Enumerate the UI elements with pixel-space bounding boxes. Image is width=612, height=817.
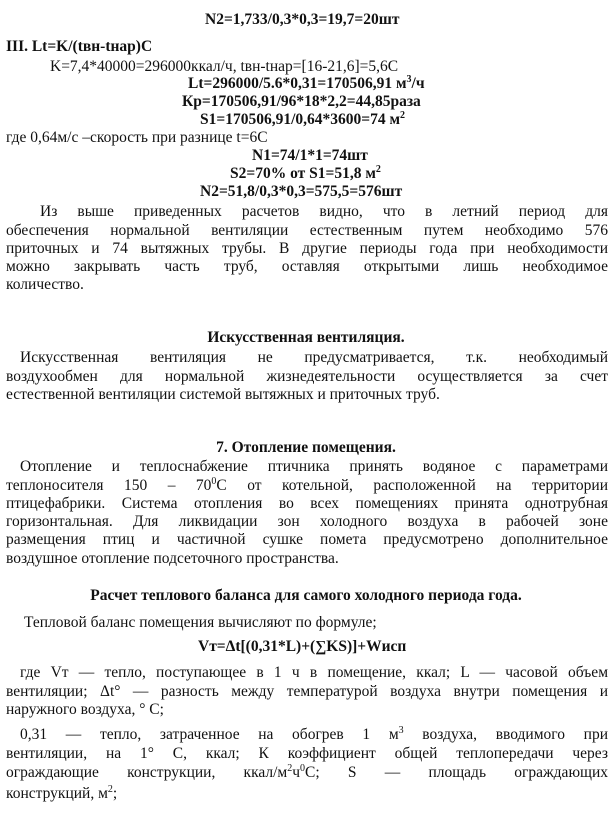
coefficient-line-4 xyxy=(6,785,117,803)
coefficient-line-4-sup: 2 xyxy=(107,784,113,795)
formula-lt-text: Lt=296000/5.6*0,31=170506,91 м xyxy=(188,75,407,92)
coefficient-line-1-a: 0,31 — тепло, затраченное на обогрев 1 м xyxy=(20,726,399,743)
formula-s2-text: S2=70% от S1=51,8 м xyxy=(230,165,376,182)
heat-balance-formula: Vт=Δt[(0,31*L)+(∑KS)]+Wисп xyxy=(198,638,407,655)
heating-line-5: размещения птиц и частичной сушке помета предусмотрено дополнительное xyxy=(6,531,608,548)
formula-kp: Кр=170506,91/96*18*2,2=44,85раза xyxy=(182,93,421,110)
artificial-ventilation-heading: Искусственная вентиляция. xyxy=(207,329,405,346)
summary-line-3: приточных и 74 вытяжных трубы. В другие периоды года при необходимости xyxy=(6,240,608,257)
coefficient-line-3-sup-2: 0 xyxy=(300,763,306,774)
formula-n2-bottom: N2=51,8/0,3*0,3=575,5=576шт xyxy=(200,183,403,200)
definition-line-1: где Vт — тепло, поступающее в 1 ч в помещение, ккал; L — часовой объем xyxy=(20,664,608,681)
heat-balance-heading: Расчет теплового баланса для самого холодного периода года. xyxy=(90,587,522,604)
heating-line-1: Отопление и теплоснабжение птичника принять водяное с параметрами xyxy=(20,458,608,475)
summary-line-1: Из выше приведенных расчетов видно, что в летний период для xyxy=(40,203,608,220)
heating-line-2-b: С от котельной, расположенной на территории xyxy=(216,477,609,494)
heating-line-4: горизонтальная. Для ликвидации зон холодного воздуха в рабочей зоне xyxy=(6,513,608,530)
heating-line-3: птицефабрики. Система отопления во всех помещениях принята однотрубная xyxy=(6,495,608,512)
coefficient-line-1-sup: 3 xyxy=(398,725,404,736)
coefficient-line-2: вентиляции, на 1° С, ккал; К коэффициент общей теплопередачи через xyxy=(6,745,608,762)
summary-line-5: количество. xyxy=(6,276,84,293)
formula-n1: N1=74/1*1=74шт xyxy=(252,147,368,164)
heating-heading: 7. Отопление помещения. xyxy=(216,439,396,456)
coefficient-line-3-a: ограждающие конструкции, ккал/м xyxy=(6,764,288,781)
formula-lt-sup: 3 xyxy=(406,74,412,85)
coefficient-line-4-a: конструкций, м xyxy=(6,785,108,802)
formula-lt-unit: /ч xyxy=(411,75,425,92)
definition-line-2: вентиляции; Δt° — разность между температурой воздуха внутри помещения и xyxy=(6,683,608,700)
formula-s2 xyxy=(230,165,381,183)
coefficient-line-3-sup-1: 2 xyxy=(287,763,293,774)
artificial-ventilation-line-2: воздухообмен для нормальной жизнедеятельности осуществляется за счет xyxy=(6,368,608,385)
coefficient-line-1 xyxy=(20,726,608,744)
formula-s1-text: S1=170506,91/0,64*3600=74 м xyxy=(200,111,401,128)
artificial-ventilation-line-3: естественной вентиляции системой вытяжных и приточных труб. xyxy=(6,386,440,403)
coefficient-line-3-c: С; S — площадь ограждающих xyxy=(305,764,608,781)
formula-s1-sup: 2 xyxy=(400,110,406,121)
summary-line-4: можно закрывать часть труб, оставляя открытыми лишь необходимое xyxy=(6,258,608,275)
formula-k-line: K=7,4*40000=296000ккал/ч, tвн-tнар=[16-21,6]=5,6C xyxy=(50,58,399,75)
coefficient-line-4-b: ; xyxy=(112,785,118,802)
formula-s1 xyxy=(200,111,405,129)
section-iii-formula: III. Lt=K/(tвн-tнар)C xyxy=(6,38,153,55)
speed-note: где 0,64м/с –скорость при разнице t=6C xyxy=(6,129,268,146)
definition-line-3: наружного воздуха, ° С; xyxy=(6,701,164,718)
coefficient-line-3-b: ч xyxy=(292,764,301,781)
coefficient-line-1-b: воздуха, вводимого при xyxy=(403,726,608,743)
coefficient-line-3 xyxy=(6,764,608,782)
artificial-ventilation-line-1: Искусственная вентиляция не предусматривается, т.к. необходимый xyxy=(20,349,608,366)
heating-line-2 xyxy=(6,477,608,495)
heating-line-2-a: теплоносителя 150 – 70 xyxy=(6,477,212,494)
formula-n2-top: N2=1,733/0,3*0,3=19,7=20шт xyxy=(205,11,400,28)
heating-line-6: воздушное отопление подсеточного пространства. xyxy=(6,550,339,567)
summary-line-2: обеспечения нормальной вентиляции естественным путем необходимо 576 xyxy=(6,222,608,239)
heating-line-2-sup: 0 xyxy=(211,476,217,487)
formula-lt xyxy=(188,75,425,93)
heat-balance-intro: Тепловой баланс помещения вычисляют по формуле; xyxy=(24,614,377,631)
formula-s2-sup: 2 xyxy=(375,164,381,175)
